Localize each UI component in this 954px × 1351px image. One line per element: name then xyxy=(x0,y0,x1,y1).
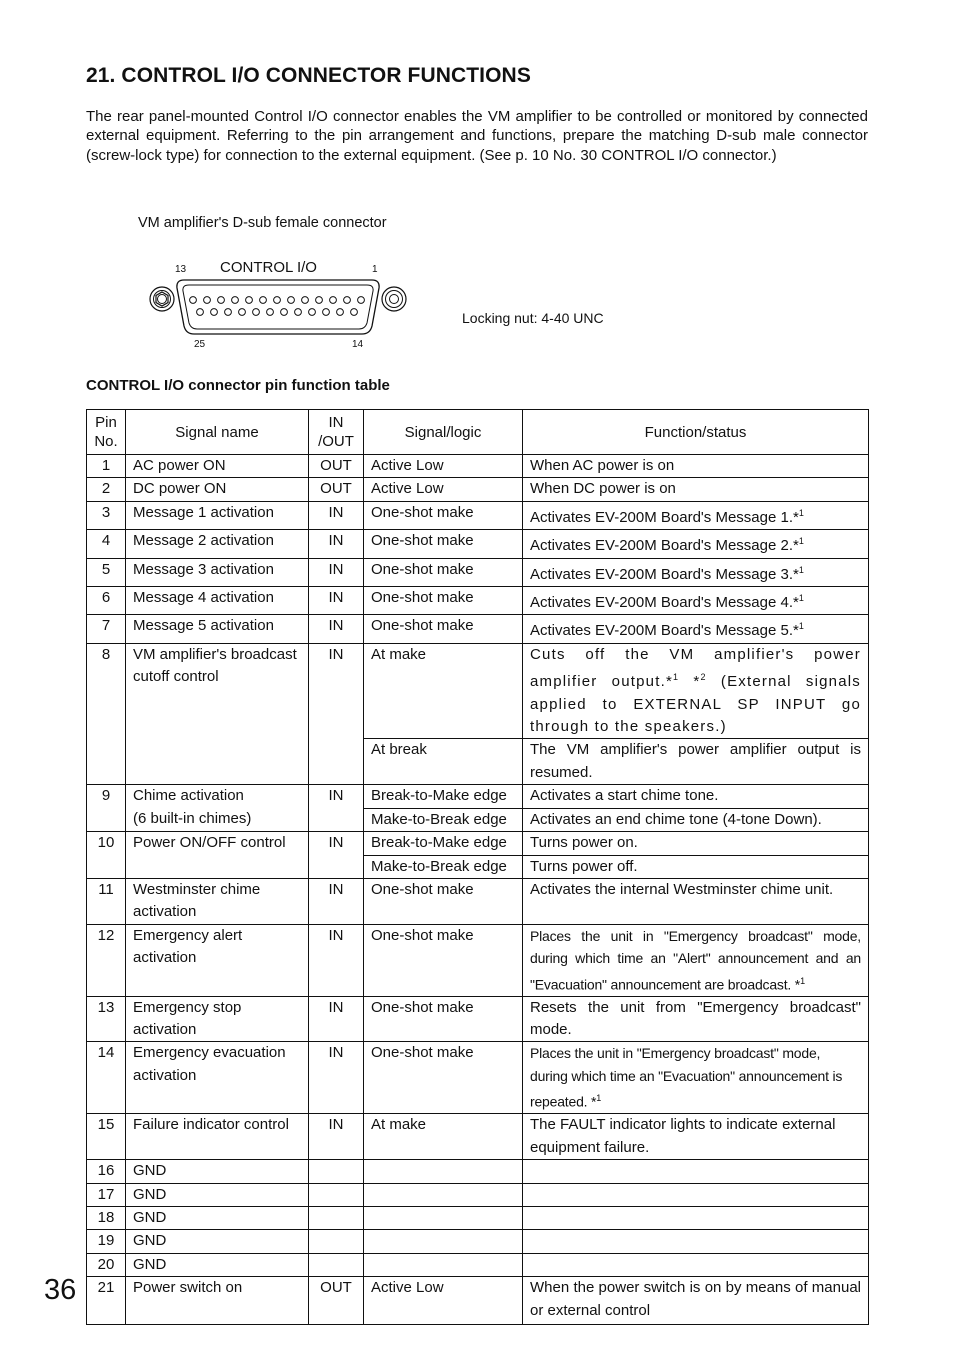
function-cell: Resets the unit from "Emergency broadcast" mode. xyxy=(523,996,869,1042)
signal-cell: GND xyxy=(126,1183,309,1206)
pin-cell: 15 xyxy=(87,1114,126,1160)
pin-function-table xyxy=(86,409,869,1325)
pin-cell: 18 xyxy=(87,1206,126,1229)
function-cell xyxy=(523,1160,869,1183)
table-row xyxy=(87,1277,869,1325)
signal-text: (6 built-in chimes) xyxy=(133,809,252,827)
io-cell xyxy=(309,1230,364,1253)
function-text: * xyxy=(679,673,701,691)
connector-shell xyxy=(177,280,379,334)
footnote-mark: 1 xyxy=(596,1093,602,1104)
pin-hole xyxy=(204,297,211,304)
table-row xyxy=(87,1206,869,1229)
function-cell xyxy=(523,1206,869,1229)
io-cell xyxy=(309,1160,364,1183)
logic-cell: One-shot make xyxy=(364,615,523,643)
function-cell xyxy=(523,1042,869,1114)
footnote-mark: 2 xyxy=(700,672,707,683)
header-function-status: Function/status xyxy=(523,410,869,455)
signal-cell: Power ON/OFF control xyxy=(126,832,309,879)
logic-cell: At break xyxy=(364,739,523,785)
function-cell xyxy=(523,924,869,996)
pin-hole xyxy=(190,297,197,304)
pin-cell: 11 xyxy=(87,878,126,924)
signal-cell: GND xyxy=(126,1230,309,1253)
connector-label: CONTROL I/O xyxy=(220,259,317,276)
table-row xyxy=(87,785,869,808)
footnote-mark: 1 xyxy=(798,507,804,518)
signal-cell: Emergency alert activation xyxy=(126,924,309,996)
table-row xyxy=(87,996,869,1042)
pin-hole xyxy=(351,309,358,316)
logic-cell xyxy=(364,1230,523,1253)
pin-hole xyxy=(260,297,267,304)
logic-cell xyxy=(364,1160,523,1183)
pin-cell: 9 xyxy=(87,785,126,832)
table-row xyxy=(87,1230,869,1253)
io-cell: IN xyxy=(309,501,364,529)
table-row xyxy=(87,587,869,615)
pin-hole xyxy=(295,309,302,316)
table-row xyxy=(87,924,869,996)
function-text: Cuts off the VM amplifier's power amplifier output.* xyxy=(530,645,861,691)
pin-hole xyxy=(337,309,344,316)
function-cell xyxy=(523,558,869,586)
function-cell: Activates the internal Westminster chime unit. xyxy=(523,878,869,924)
pin-hole xyxy=(316,297,323,304)
table-row xyxy=(87,832,869,855)
pin-cell: 13 xyxy=(87,996,126,1042)
signal-cell: Emergency evacuation activation xyxy=(126,1042,309,1114)
function-text: Places the unit in "Emergency broadcast" mode, during which time an "Evacuation" announcement is repeated. * xyxy=(530,1045,843,1110)
function-cell xyxy=(523,643,869,739)
io-cell xyxy=(309,1183,364,1206)
table-row xyxy=(87,1183,869,1206)
signal-cell: Failure indicator control xyxy=(126,1114,309,1160)
function-text: Places the unit in "Emergency broadcast" mode, during which time an "Alert" announcement and an "Evacuation" announcement are broadcast. * xyxy=(530,927,861,993)
function-cell xyxy=(523,1230,869,1253)
logic-cell: One-shot make xyxy=(364,530,523,558)
footnote-mark: 1 xyxy=(798,593,804,604)
header-in-out: IN /OUT xyxy=(309,410,364,455)
signal-cell xyxy=(126,785,309,832)
pin-hole xyxy=(330,297,337,304)
signal-cell: Power switch on xyxy=(126,1277,309,1325)
signal-text: Chime activation xyxy=(133,787,244,805)
function-cell: When AC power is on xyxy=(523,455,869,478)
function-cell xyxy=(523,587,869,615)
io-cell xyxy=(309,1253,364,1276)
table-row xyxy=(87,1160,869,1183)
logic-cell: Make-to-Break edge xyxy=(364,808,523,831)
table-row xyxy=(87,1253,869,1276)
pin-cell: 3 xyxy=(87,501,126,529)
io-cell: IN xyxy=(309,643,364,784)
table-row xyxy=(87,615,869,643)
dsub-connector-diagram xyxy=(146,256,416,352)
logic-cell: Break-to-Make edge xyxy=(364,785,523,808)
io-cell: IN xyxy=(309,615,364,643)
pin-hole xyxy=(302,297,309,304)
function-text: Activates EV-200M Board's Message 2.* xyxy=(530,537,799,555)
logic-cell: Break-to-Make edge xyxy=(364,832,523,855)
signal-cell: GND xyxy=(126,1206,309,1229)
function-cell: Activates a start chime tone. xyxy=(523,785,869,808)
signal-cell: Message 4 activation xyxy=(126,587,309,615)
pin-hole xyxy=(253,309,260,316)
footnote-mark: 1 xyxy=(798,621,804,632)
table-row xyxy=(87,558,869,586)
signal-cell: Westminster chime activation xyxy=(126,878,309,924)
function-cell: Activates an end chime tone (4-tone Down). xyxy=(523,808,869,831)
pin-cell: 14 xyxy=(87,1042,126,1114)
function-cell: The FAULT indicator lights to indicate external equipment failure. xyxy=(523,1114,869,1160)
pin-cell: 12 xyxy=(87,924,126,996)
section-heading: 21. CONTROL I/O CONNECTOR FUNCTIONS xyxy=(86,64,531,87)
signal-cell: Emergency stop activation xyxy=(126,996,309,1042)
io-cell xyxy=(309,1206,364,1229)
signal-cell: Message 3 activation xyxy=(126,558,309,586)
logic-cell: One-shot make xyxy=(364,924,523,996)
pin-hole xyxy=(197,309,204,316)
pin-13-label: 13 xyxy=(175,264,187,275)
signal-cell: Message 5 activation xyxy=(126,615,309,643)
table-row xyxy=(87,478,869,501)
pin-1-label: 1 xyxy=(372,264,378,275)
table-row xyxy=(87,455,869,478)
function-cell xyxy=(523,1253,869,1276)
header-pin: Pin No. xyxy=(87,410,126,455)
io-cell: IN xyxy=(309,996,364,1042)
function-cell: Turns power off. xyxy=(523,855,869,878)
pin-cell: 16 xyxy=(87,1160,126,1183)
io-cell: OUT xyxy=(309,1277,364,1325)
io-cell: IN xyxy=(309,530,364,558)
function-cell: Turns power on. xyxy=(523,832,869,855)
pin-hole xyxy=(358,297,365,304)
table-row xyxy=(87,643,869,739)
function-text: Activates EV-200M Board's Message 5.* xyxy=(530,622,799,640)
function-cell xyxy=(523,501,869,529)
pin-cell: 10 xyxy=(87,832,126,879)
locking-nut-label: Locking nut: 4-40 UNC xyxy=(462,310,604,326)
function-text: (External signals applied to EXTERNAL SP INPUT go through to the speakers.) xyxy=(530,673,862,736)
function-text: Activates EV-200M Board's Message 4.* xyxy=(530,594,799,612)
function-cell: When the power switch is on by means of manual or external control xyxy=(523,1277,869,1325)
intro-paragraph: The rear panel-mounted Control I/O connector enables the VM amplifier to be controlled or monitored by connected external equipment. Referring to the pin arrangement and functions, prepare the matching D-sub male connector (screw-lock type) for connection to the external equipment. (See p. 10 No. 30 CONTROL I/O connector.) xyxy=(86,108,868,164)
pin-cell: 7 xyxy=(87,615,126,643)
pin-holes xyxy=(190,297,365,316)
function-cell xyxy=(523,530,869,558)
table-title: CONTROL I/O connector pin function table xyxy=(86,377,390,394)
signal-cell: GND xyxy=(126,1253,309,1276)
pin-cell: 1 xyxy=(87,455,126,478)
pin-14-label: 14 xyxy=(352,339,364,350)
pin-hole xyxy=(323,309,330,316)
header-signal-logic: Signal/logic xyxy=(364,410,523,455)
io-cell: IN xyxy=(309,785,364,832)
io-cell: IN xyxy=(309,832,364,879)
footnote-mark: 1 xyxy=(800,975,805,986)
table-row xyxy=(87,1042,869,1114)
pin-hole xyxy=(288,297,295,304)
logic-cell: Active Low xyxy=(364,455,523,478)
pin-hole xyxy=(267,309,274,316)
pin-hole xyxy=(281,309,288,316)
logic-cell xyxy=(364,1253,523,1276)
io-cell: IN xyxy=(309,1114,364,1160)
pin-cell: 21 xyxy=(87,1277,126,1325)
left-screw-icon xyxy=(150,287,174,311)
footnote-mark: 1 xyxy=(798,536,804,547)
io-cell: IN xyxy=(309,587,364,615)
signal-cell: Message 1 activation xyxy=(126,501,309,529)
signal-cell: AC power ON xyxy=(126,455,309,478)
pin-hole xyxy=(246,297,253,304)
logic-cell: One-shot make xyxy=(364,1042,523,1114)
pin-cell: 8 xyxy=(87,643,126,784)
logic-cell: Active Low xyxy=(364,478,523,501)
logic-cell xyxy=(364,1183,523,1206)
logic-cell: Active Low xyxy=(364,1277,523,1325)
footnote-mark: 1 xyxy=(673,672,680,683)
signal-cell: VM amplifier's broadcast cutoff control xyxy=(126,643,309,784)
io-cell: OUT xyxy=(309,478,364,501)
io-cell: IN xyxy=(309,878,364,924)
pin-cell: 2 xyxy=(87,478,126,501)
pin-hole xyxy=(309,309,316,316)
pin-hole xyxy=(218,297,225,304)
logic-cell xyxy=(364,1206,523,1229)
function-cell xyxy=(523,1183,869,1206)
pin-cell: 4 xyxy=(87,530,126,558)
signal-cell: DC power ON xyxy=(126,478,309,501)
function-cell xyxy=(523,615,869,643)
pin-25-label: 25 xyxy=(194,339,206,350)
signal-cell: GND xyxy=(126,1160,309,1183)
table-header-row xyxy=(87,410,869,455)
pin-hole xyxy=(274,297,281,304)
footnote-mark: 1 xyxy=(798,564,804,575)
pin-hole xyxy=(232,297,239,304)
header-signal-name: Signal name xyxy=(126,410,309,455)
io-cell: IN xyxy=(309,1042,364,1114)
pin-hole xyxy=(344,297,351,304)
pin-hole xyxy=(239,309,246,316)
pin-hole xyxy=(225,309,232,316)
table-row xyxy=(87,1114,869,1160)
page-number: 36 xyxy=(44,1274,77,1306)
pin-cell: 5 xyxy=(87,558,126,586)
pin-cell: 6 xyxy=(87,587,126,615)
logic-cell: Make-to-Break edge xyxy=(364,855,523,878)
pin-cell: 20 xyxy=(87,1253,126,1276)
table-row xyxy=(87,530,869,558)
io-cell: OUT xyxy=(309,455,364,478)
logic-cell: One-shot make xyxy=(364,501,523,529)
logic-cell: At make xyxy=(364,1114,523,1160)
function-text: Activates EV-200M Board's Message 1.* xyxy=(530,508,799,526)
connector-inner-shell xyxy=(183,285,373,329)
logic-cell: One-shot make xyxy=(364,587,523,615)
right-screw-icon xyxy=(382,287,406,311)
logic-cell: One-shot make xyxy=(364,558,523,586)
function-text: Activates EV-200M Board's Message 3.* xyxy=(530,565,799,583)
table-row xyxy=(87,878,869,924)
connector-caption: VM amplifier's D-sub female connector xyxy=(138,215,387,231)
io-cell: IN xyxy=(309,924,364,996)
function-cell: The VM amplifier's power amplifier output is resumed. xyxy=(523,739,869,785)
pin-cell: 19 xyxy=(87,1230,126,1253)
function-cell: When DC power is on xyxy=(523,478,869,501)
io-cell: IN xyxy=(309,558,364,586)
table-row xyxy=(87,501,869,529)
pin-cell: 17 xyxy=(87,1183,126,1206)
logic-cell: One-shot make xyxy=(364,878,523,924)
signal-cell: Message 2 activation xyxy=(126,530,309,558)
logic-cell: At make xyxy=(364,643,523,739)
pin-hole xyxy=(211,309,218,316)
logic-cell: One-shot make xyxy=(364,996,523,1042)
